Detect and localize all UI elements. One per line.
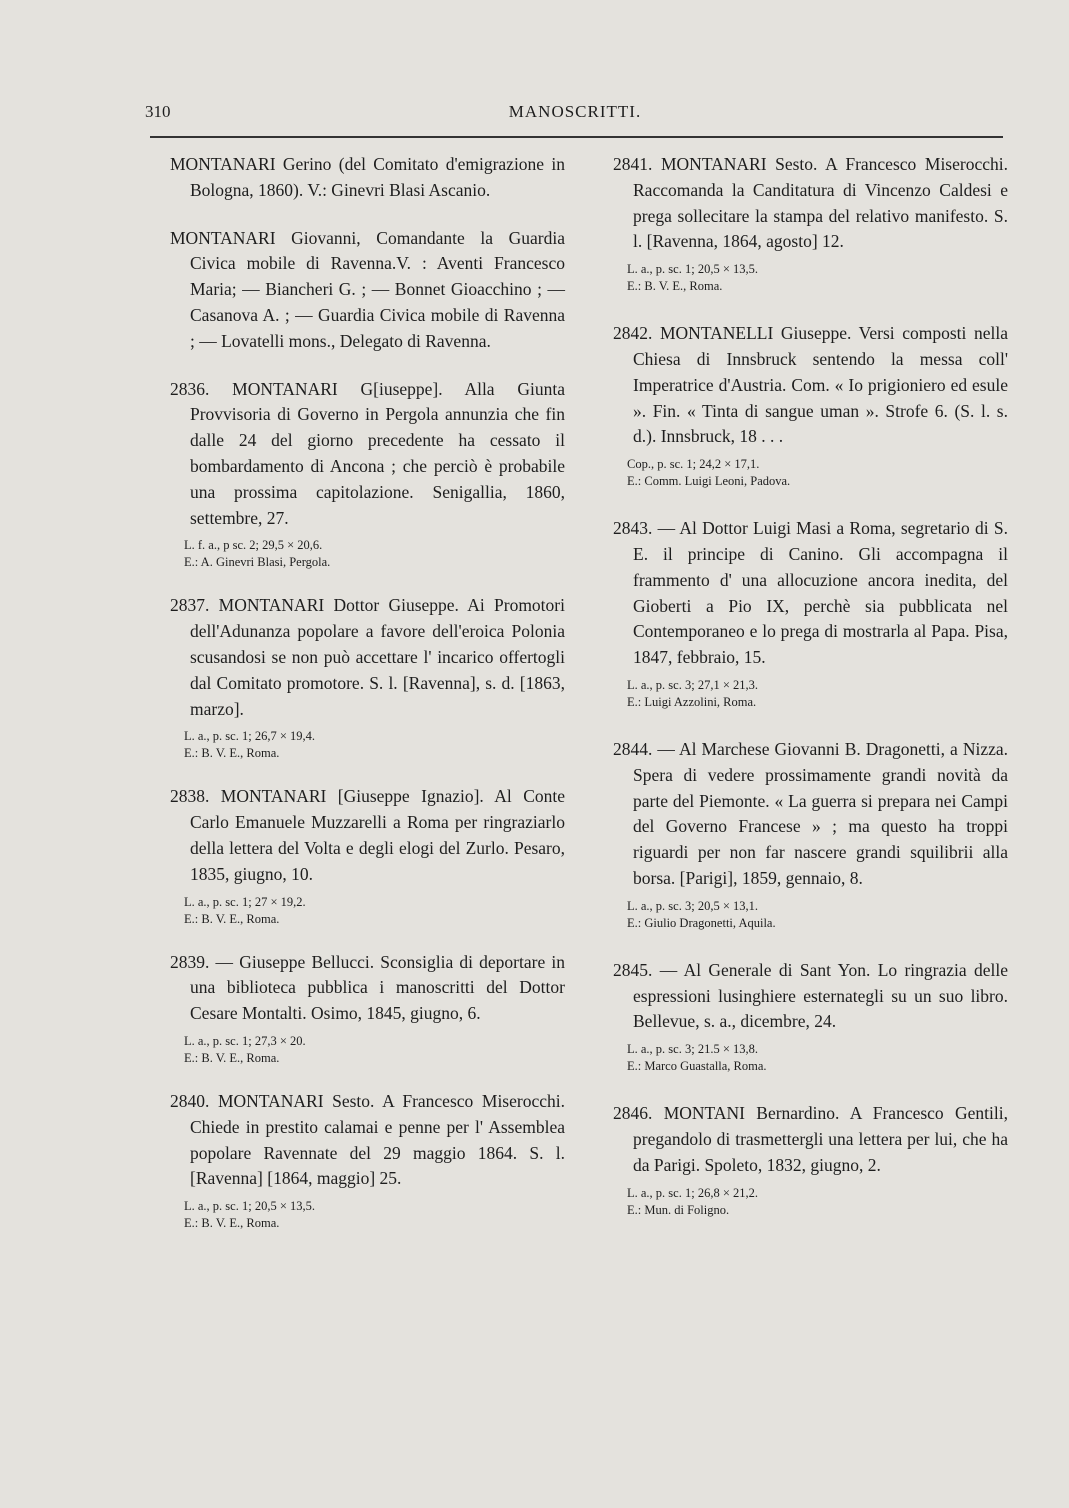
entry-note-line: L. a., p. sc. 1; 27 × 19,2. <box>184 894 306 909</box>
entry-text: 2845. — Al Generale di Sant Yon. Lo ringrazia delle espressioni lusinghiere esternategli su un suo libro. Bellevue, s. a., dicembre, 24. <box>613 959 1008 1032</box>
entry-note-line: L. a., p. sc. 3; 21.5 × 13,8. <box>627 1042 758 1057</box>
entry-note-line: L. a., p. sc. 1; 26,7 × 19,4. <box>184 729 315 744</box>
catalog-entry <box>170 152 565 204</box>
catalog-entry <box>613 516 1008 711</box>
entry-note-line: E.: B. V. E., Roma. <box>184 1050 280 1065</box>
entry-note-line: L. a., p. sc. 1; 26,8 × 21,2. <box>627 1185 758 1200</box>
running-title: MANOSCRITTI. <box>508 102 642 121</box>
catalog-entry <box>613 958 1008 1075</box>
entry-notes <box>184 1033 565 1067</box>
catalog-entry <box>170 377 565 572</box>
entry-note-line: E.: Luigi Azzolini, Roma. <box>627 694 757 709</box>
catalog-entry <box>170 950 565 1067</box>
entry-text: 2844. — Al Marchese Giovanni B. Dragonetti, a Nizza. Spera di vedere prossimamente grandi novità da parte del Piemonte. « La guerra si prepara nei Campi del Governo Francese » ; ma questo ha troppi riguardi per non far nascere grandi squilibrii alla borsa. [Parigi], 1859, gennaio, 8. <box>613 738 1008 888</box>
entry-note-line: E.: B. V. E., Roma. <box>627 279 723 294</box>
entry-note-line: L. f. a., p sc. 2; 29,5 × 20,6. <box>184 538 323 553</box>
entry-note-line: E.: B. V. E., Roma. <box>184 746 280 761</box>
entry-note-line: E.: B. V. E., Roma. <box>184 1216 280 1231</box>
entry-note-line: E.: A. Ginevri Blasi, Pergola. <box>184 555 331 570</box>
catalog-entry <box>613 321 1008 490</box>
catalog-entry <box>170 226 565 355</box>
entry-notes <box>627 456 1008 490</box>
entry-note-line: L. a., p. sc. 1; 20,5 × 13,5. <box>184 1199 315 1214</box>
left-column <box>170 152 565 1254</box>
entry-note-line: L. a., p. sc. 1; 20,5 × 13,5. <box>627 262 758 277</box>
entry-notes <box>627 898 1008 932</box>
entry-text: 2836. MONTANARI G[iuseppe]. Alla Giunta Provvisoria di Governo in Pergola annunzia che fin dalle 24 del giorno precedente ha cessato il bombardamento di Ancona ; che perciò è probabile una prossima capitolazione. Senigallia, 1860, settembre, 27. <box>170 378 565 528</box>
entry-notes <box>184 728 565 762</box>
entry-note-line: E.: B. V. E., Roma. <box>184 911 280 926</box>
entry-text: 2842. MONTANELLI Giuseppe. Versi composti nella Chiesa di Innsbruck sentendo la messa coll' Imperatrice d'Austria. Com. « Io prigioniero ed esule ». Fin. « Tinta di sangue uman ». Strofe 6. (S. l. s. d.). Innsbruck, 18 . . . <box>613 323 1008 447</box>
entry-notes <box>184 1198 565 1232</box>
catalog-entry <box>613 737 1008 932</box>
entry-text: 2840. MONTANARI Sesto. A Francesco Miserocchi. Chiede in prestito calamai e penne per l' Assemblea popolare Ravennate del 29 maggio 1864. S. l. [Ravenna] [1864, maggio] 25. <box>170 1090 565 1189</box>
catalog-entry <box>170 593 565 762</box>
entry-note-line: E.: Marco Guastalla, Roma. <box>627 1059 767 1074</box>
entry-text: MONTANARI Giovanni, Comandante la Guardia Civica mobile di Ravenna.V. : Aventi Francesco Maria; — Biancheri G. ; — Bonnet Gioacchino ; — Casanova A. ; — Guardia Civica mobile di Ravenna ; — Lovatelli mons., Delegato di Ravenna. <box>170 227 565 351</box>
entry-notes <box>627 677 1008 711</box>
entry-notes <box>184 537 565 571</box>
entry-note-line: L. a., p. sc. 3; 20,5 × 13,1. <box>627 898 758 913</box>
entry-text: 2838. MONTANARI [Giuseppe Ignazio]. Al Conte Carlo Emanuele Muzzarelli a Roma per ringraziarlo della lettera del Volta e degli elogi del Zurlo. Pesaro, 1835, giugno, 10. <box>170 786 565 884</box>
entry-note-line: E.: Mun. di Foligno. <box>627 1202 730 1217</box>
header-rule <box>150 136 1003 138</box>
catalog-entry <box>613 1101 1008 1218</box>
entry-notes <box>627 1185 1008 1219</box>
page-number: 310 <box>145 102 171 121</box>
entry-text: 2843. — Al Dottor Luigi Masi a Roma, segretario di S. E. il principe di Canino. Gli accompagna il frammento d' una allocuzione ancora inedita, del Gioberti a Pio IX, perchè sia pubblicata nel Contemporaneo e lo prega di mostrarla al Papa. Pisa, 1847, febbraio, 15. <box>613 518 1008 668</box>
entry-notes <box>627 1041 1008 1075</box>
entry-notes <box>627 261 1008 295</box>
entry-text: 2846. MONTANI Bernardino. A Francesco Gentili, pregandolo di trasmettergli una lettera per lui, che ha da Parigi. Spoleto, 1832, giugno, 2. <box>613 1103 1008 1175</box>
entry-note-line: L. a., p. sc. 3; 27,1 × 21,3. <box>627 677 758 692</box>
catalog-entry <box>170 784 565 927</box>
right-column <box>613 152 1008 1245</box>
entry-text: 2839. — Giuseppe Bellucci. Sconsiglia di deportare in una biblioteca pubblica i manoscritti del Dottor Cesare Montalti. Osimo, 1845, giugno, 6. <box>170 951 565 1024</box>
entry-note-line: E.: Comm. Luigi Leoni, Padova. <box>627 474 791 489</box>
entry-text: MONTANARI Gerino (del Comitato d'emigrazione in Bologna, 1860). V.: Ginevri Blasi Ascanio. <box>170 154 565 200</box>
entry-text: 2837. MONTANARI Dottor Giuseppe. Ai Promotori dell'Adunanza popolare a favore dell'eroica Polonia scusandosi se non può accettare l' incarico offertogli dal Comitato promotore. S. l. [Ravenna], s. d. [1863, marzo]. <box>170 595 565 719</box>
page-header <box>145 102 1005 132</box>
entry-notes <box>184 894 565 928</box>
catalog-entry <box>170 1089 565 1232</box>
entry-note-line: L. a., p. sc. 1; 27,3 × 20. <box>184 1033 306 1048</box>
entry-note-line: Cop., p. sc. 1; 24,2 × 17,1. <box>627 457 760 472</box>
catalog-entry <box>613 152 1008 295</box>
entry-text: 2841. MONTANARI Sesto. A Francesco Miserocchi. Raccomanda la Canditatura di Vincenzo Caldesi e prega sollecitare la stampa del relativo manifesto. S. l. [Ravenna, 1864, agosto] 12. <box>613 154 1008 252</box>
entry-note-line: E.: Giulio Dragonetti, Aquila. <box>627 915 776 930</box>
